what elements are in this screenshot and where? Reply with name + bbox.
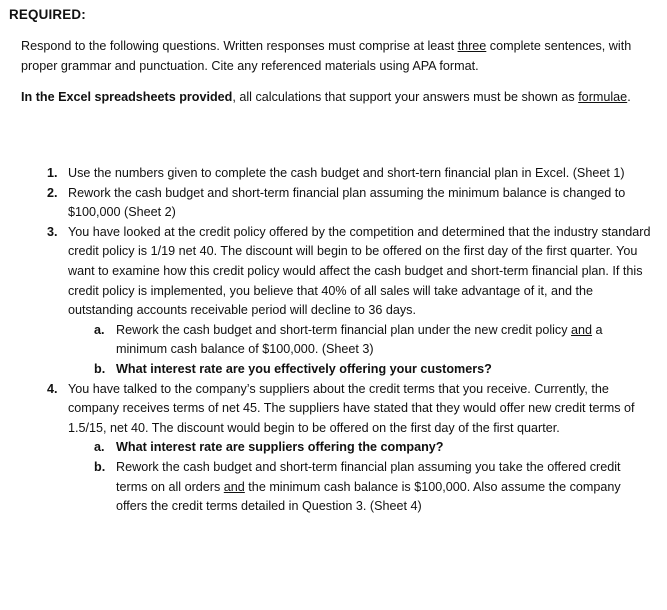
para1-text-before: Respond to the following questions. Written responses must comprise at least bbox=[21, 39, 458, 53]
para2-bold-text: In the Excel spreadsheets provided bbox=[21, 90, 233, 104]
para1-text-after: complete sentences, with proper grammar and punctuation. Cite any referenced materials using APA format. bbox=[21, 39, 632, 73]
question-text: Use the numbers given to complete the cash budget and short-tern financial plan in Excel. (Sheet 1) bbox=[68, 166, 625, 180]
sub-question-list bbox=[68, 321, 651, 380]
sub-question-text-before: Rework the cash budget and short-term financial plan under the new credit policy bbox=[116, 322, 572, 337]
question-number: 3. bbox=[47, 224, 58, 239]
instructions-paragraph bbox=[21, 37, 657, 76]
para2-text-end: . bbox=[627, 90, 631, 104]
sub-question-underlined-word: and bbox=[571, 322, 593, 337]
sub-question-item-3a bbox=[68, 321, 651, 360]
question-number: 2. bbox=[47, 185, 58, 200]
question-text: Rework the cash budget and short-term financial plan assuming the minimum balance is changed to $100,000 (Sheet 2) bbox=[68, 185, 626, 220]
question-item-1 bbox=[21, 164, 651, 184]
question-text: You have talked to the company’s suppliers about the credit terms that you receive. Currently, the company receives terms of net 45. The suppliers have stated that they would offer new credit terms of 1.5/15, net 40. The discount would begin to be offered on the first day of the first quarter. bbox=[68, 381, 635, 435]
sub-question-bold-text: What interest rate are you effectively offering your customers? bbox=[116, 361, 492, 376]
sub-question-underlined-word: and bbox=[223, 479, 245, 494]
sub-question-letter: a. bbox=[94, 440, 105, 455]
sub-question-list bbox=[68, 438, 651, 516]
para2-underlined-word: formulae bbox=[578, 90, 628, 104]
sub-question-item-4b bbox=[68, 458, 651, 517]
sub-question-letter: a. bbox=[94, 322, 105, 337]
para2-text-middle: , all calculations that support your answers must be shown as bbox=[232, 90, 579, 104]
required-heading: REQUIRED: bbox=[9, 7, 86, 22]
question-item-3 bbox=[21, 223, 651, 380]
question-number: 4. bbox=[47, 381, 58, 396]
question-item-4 bbox=[21, 380, 651, 517]
sub-question-letter: b. bbox=[94, 459, 106, 474]
sub-question-text-after: the minimum cash balance is $100,000. Also assume the company offers the credit terms detailed in Question 3. (Sheet 4) bbox=[116, 479, 621, 514]
sub-question-text-after: a minimum cash balance of $100,000. (Sheet 3) bbox=[116, 322, 603, 357]
excel-instructions-paragraph bbox=[21, 88, 657, 108]
question-text: You have looked at the credit policy offered by the competition and determined that the industry standard credit policy is 1/19 net 40. The discount will begin to be offered on the first day of the first quarter. You want to examine how this credit policy would affect the cash budget and short-term financial plan. If this credit policy is implemented, you believe that 40% of all sales will take advantage of it, and the outstanding accounts receivable period will decline to 36 days. bbox=[68, 224, 651, 318]
question-item-2 bbox=[21, 184, 651, 223]
para1-underlined-word: three bbox=[457, 39, 487, 53]
sub-question-letter: b. bbox=[94, 361, 106, 376]
sub-question-bold-text: What interest rate are suppliers offering the company? bbox=[116, 440, 444, 455]
sub-question-item-4a bbox=[68, 438, 651, 458]
sub-question-item-3b bbox=[68, 360, 651, 380]
sub-question-text-before: Rework the cash budget and short-term financial plan assuming you take the offered credit terms on all orders bbox=[116, 459, 621, 494]
question-list bbox=[21, 164, 651, 517]
question-number: 1. bbox=[47, 166, 58, 180]
